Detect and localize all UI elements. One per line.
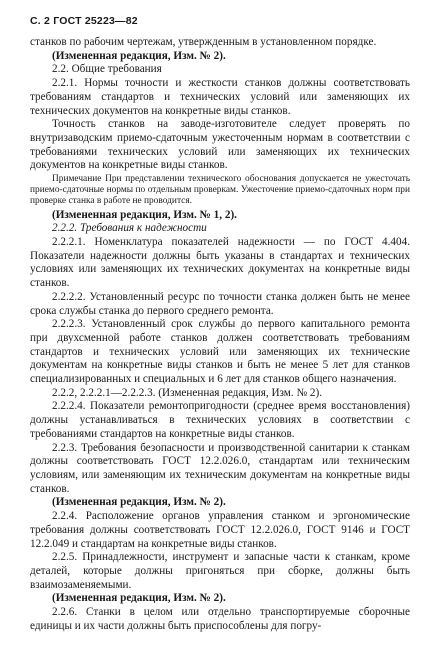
amendment-note: 2.2.2, 2.2.2.1—2.2.2.3. (Измененная редакция, Изм. № 2). [52,386,323,399]
paragraph-2-2-1: 2.2.1. Нормы точности и жесткости станков должны соответствовать требованиям стандартов и технических условий или заменяющих их технических документов на конкретные виды станков. [30,77,410,117]
paragraph-continuation: станков по рабочим чертежам, утвержденным в установленном порядке. [30,36,377,48]
paragraph-2-2-2-1: 2.2.2.1. Номенклатура показателей надежности — по ГОСТ 4.404. Показатели надежности должны быть указаны в стандартах и технических условиях или заменяющих их технических документах на конкретные виды станков. [30,236,410,290]
note-paragraph: Примечание При представлении технического обоснования допускается не ужесточать приемо-сдаточные нормы по отдельным проверкам. Ужесточение приемо-сдаточных норм при проверке станка в работе не проводится. [30,174,410,207]
paragraph-accuracy: Точность станков на заводе-изготовителе следует проверять по внутризаводским приемо-сдаточным ужесточенным нормам в соответствии с требованиями технических условий или заменяющих их технических документов на конкретные виды станков. [30,118,410,172]
page-header [30,15,138,27]
section-heading-general: 2.2. Общие требования [52,63,162,76]
amendment-note: (Измененная редакция, Изм. № 2). [52,592,226,605]
paragraph-2-2-3: 2.2.3. Требования безопасности и производственной санитарии к станкам должны соответствовать ГОСТ 12.2.026.0, стандартам или техническим условиям, или заменяющим их техническим документам на конкретные виды станков. [30,441,410,495]
paragraph-2-2-6: 2.2.6. Станки в целом или отдельно транспортируемые сборочные единицы и их части должны быть приспособлены для погру- [30,606,410,632]
body-text [30,36,410,633]
section-heading-reliability: 2.2.2. Требования к надежности [52,222,207,235]
amendment-note: (Измененная редакция, Изм. № 2). [52,496,226,509]
paragraph-2-2-2-2: 2.2.2.2. Установленный ресурс по точности станка должен быть не менее срока службы станка до первого среднего ремонта. [30,290,410,317]
paragraph-2-2-4: 2.2.4. Расположение органов управления станком и эргономические требования должны соответствовать ГОСТ 12.2.026.0, ГОСТ 9146 и ГОСТ 12.2.049 и стандартам на конкретные виды станков. [30,510,410,550]
paragraph-2-2-2-4: 2.2.2.4. Показатели ремонтопригодности (среднее время восстановления) должны устанавливаться в технических условиях в соответствии с требованиями стандартов на конкретные виды станков. [30,400,410,440]
amendment-note: (Измененная редакция, Изм. № 2). [52,49,226,62]
standard-number: ГОСТ 25223—82 [53,15,138,27]
paragraph-2-2-2-3: 2.2.2.3. Установленный срок службы до первого капитального ремонта при двухсменной работе станков должен соответствовать требованиям стандартов и технических условий или заменяющих их технические документам на конкретные виды станков и быть не менее 5 лет для станков специализированных и специальных и 6 лет для станков общего назначения. [30,318,410,386]
page-number: С. 2 [30,15,51,27]
amendment-note: (Измененная редакция, Изм. № 1, 2). [52,208,237,221]
paragraph-2-2-5: 2.2.5. Принадлежности, инструмент и запасные части к станкам, кроме деталей, которые должны пригоняться при сборке, должны быть взаимозаменяемыми. [30,551,410,591]
